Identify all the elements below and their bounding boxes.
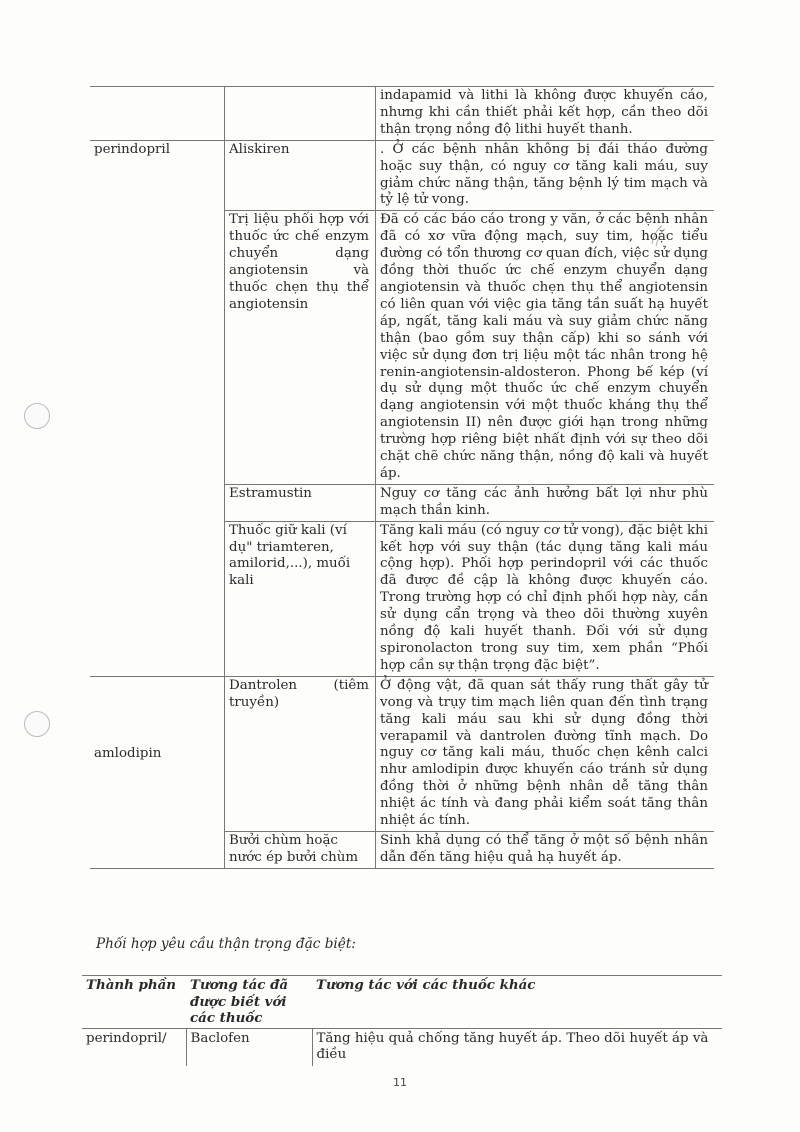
agent-cell bbox=[225, 87, 376, 141]
drug-cell bbox=[90, 211, 225, 485]
agent-cell: Estramustin bbox=[225, 484, 376, 521]
component-cell: perindopril/ bbox=[86, 1030, 167, 1046]
drug-cell: perindopril bbox=[90, 140, 225, 211]
pen-mark-icon bbox=[648, 224, 668, 248]
header-known-interaction: Tương tác đã được biết với các thuốc bbox=[186, 976, 312, 1029]
drug-cell bbox=[90, 831, 225, 868]
agent-cell: Thuốc giữ kali (ví dụ" triamteren, amilorid,...), muối kali bbox=[225, 521, 376, 676]
effect-cell: Sinh khả dụng có thể tăng ở một số bệnh nhân dẫn đến tăng hiệu quả hạ huyết áp. bbox=[376, 831, 715, 868]
drug-interaction-table bbox=[90, 86, 714, 869]
punch-hole bbox=[24, 711, 50, 737]
drug-cell bbox=[90, 87, 225, 141]
header-component: Thành phần bbox=[82, 976, 186, 1029]
table-header-row bbox=[82, 976, 722, 1029]
table-row bbox=[90, 521, 714, 676]
agent-cell: Dantrolen (tiêm truyền) bbox=[225, 676, 376, 831]
table-row bbox=[90, 676, 714, 831]
header-other-interaction: Tương tác với các thuốc khác bbox=[312, 976, 722, 1029]
agent-cell: Trị liệu phối hợp với thuốc ức chế enzym chuyển dạng angiotensin và thuốc chẹn thụ thể angiotensin bbox=[225, 211, 376, 485]
effect-cell: Đã có các báo cáo trong y văn, ở các bệnh nhân đã có xơ vữa động mạch, suy tim, hoặc tiểu đường có tổn thương cơ quan đích, việc sử dụng đồng thời thuốc ức chế enzym chuyển dạng angiotensin và thuốc chẹn thụ thể angiotensin có liên quan với việc gia tăng tần suất hạ huyết áp, ngất, tăng kali máu và suy giảm chức năng thận (bao gồm suy thận cấp) khi so sánh với việc sử dụng đơn trị liệu một tác nhân trong hệ renin-angiotensin-aldosteron. Phong bế kép (ví dụ sử dụng một thuốc ức chế enzym chuyển dạng angiotensin với một thuốc kháng thụ thể angiotensin II) nên được giới hạn trong những trường hợp riêng biệt nhất định với sự theo dõi chặt chẽ chức năng thận, nồng độ kali và huyết áp. bbox=[376, 211, 715, 485]
page-number: 11 bbox=[393, 1076, 407, 1089]
table-row bbox=[90, 484, 714, 521]
effect-cell: . Ở các bệnh nhân không bị đái tháo đường hoặc suy thận, có nguy cơ tăng kali máu, suy giảm chức năng thận, tăng bệnh lý tim mạch và tỷ lệ tử vong. bbox=[376, 140, 715, 211]
drug-cell bbox=[90, 484, 225, 521]
effect-cell: Tăng hiệu quả chống tăng huyết áp. Theo dõi huyết áp và điều bbox=[316, 1030, 709, 1063]
effect-cell: indapamid và lithi là không được khuyến cáo, nhưng khi cần thiết phải kết hợp, cần theo dõi thận trọng nồng độ lithi huyết thanh. bbox=[376, 87, 715, 141]
special-caution-table bbox=[82, 975, 722, 1066]
agent-cell: Bưởi chùm hoặc nước ép bưởi chùm bbox=[225, 831, 376, 868]
effect-cell: Nguy cơ tăng các ảnh hưởng bất lợi như phù mạch thần kinh. bbox=[376, 484, 715, 521]
table-row bbox=[90, 831, 714, 868]
table-row bbox=[90, 140, 714, 211]
drug-cell bbox=[90, 521, 225, 676]
effect-cell: Ở động vật, đã quan sát thấy rung thất gây tử vong và trụy tim mạch liên quan đến tình trạng tăng kali máu sau khi sử dụng đồng thời verapamil và dantrolen đường tĩnh mạch. Do nguy cơ tăng kali máu, thuốc chẹn kênh calci như amlodipin được khuyến cáo tránh sử dụng đồng thời ở những bệnh nhân dễ tăng thân nhiệt ác tính và đang phải kiểm soát tăng thân nhiệt ác tính. bbox=[376, 676, 715, 831]
agent-cell: Aliskiren bbox=[225, 140, 376, 211]
punch-hole bbox=[24, 403, 50, 429]
effect-cell: Tăng kali máu (có nguy cơ tử vong), đặc biệt khi kết hợp với suy thận (tác dụng tăng kali máu cộng hợp). Phối hợp perindopril với các thuốc đã được đề cập là không được khuyến cáo. Trong trường hợp có chỉ định phối hợp này, cần sử dụng cẩn trọng và theo dõi thường xuyên nồng độ kali huyết thanh. Đối với sử dụng spironolacton trong suy tim, xem phần “Phối hợp cần sự thận trọng đặc biệt”. bbox=[376, 521, 715, 676]
agent-cell: Baclofen bbox=[186, 1028, 312, 1066]
section-title: Phối hợp yêu cầu thận trọng đặc biệt: bbox=[96, 936, 356, 952]
drug-cell: amlodipin bbox=[90, 676, 225, 831]
table-row bbox=[90, 87, 714, 141]
table-row bbox=[82, 1028, 722, 1066]
table-row bbox=[90, 211, 714, 485]
